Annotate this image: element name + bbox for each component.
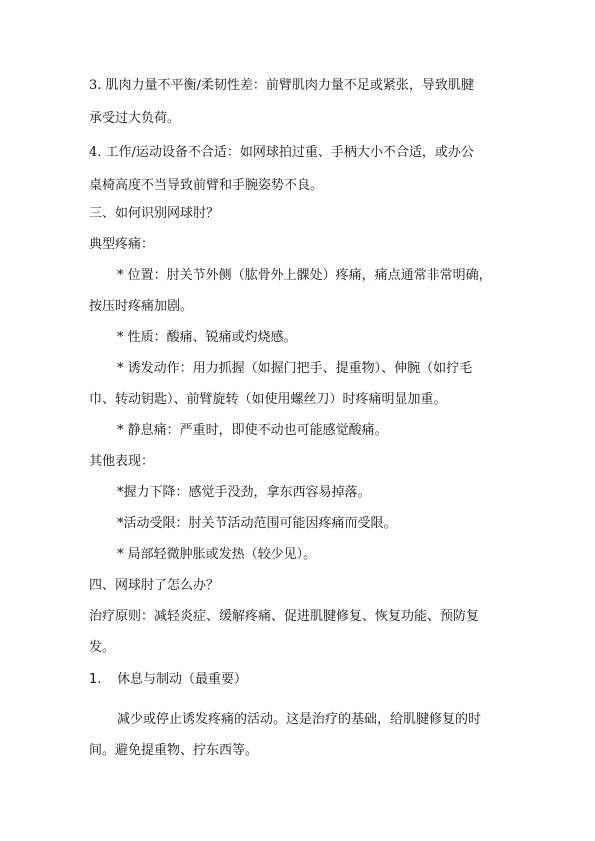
treatment-step-1-body-line-2: 间。避免提重物、拧东西等。 [89,743,259,758]
cause-item-4-line-1: 4. 工作/运动设备不合适：如网球拍过重、手柄大小不合适，或办公 [89,145,474,160]
motion-limited: *活动受限：肘关节活动范围可能因疼痛而受限。 [117,516,397,531]
treatment-step-1-body-line-1: 减少或停止诱发疼痛的活动。这是治疗的基础，给肌腱修复的时 [117,712,482,727]
cause-item-3-line-2: 承受过大负荷。 [89,111,181,126]
treatment-step-1-number: 1. [89,672,102,687]
treatment-step-1-title: 休息与制动（最重要） [117,672,248,687]
grip-weakness: *握力下降：感觉手没劲，拿东西容易掉落。 [117,485,371,500]
rest-pain: * 静息痛：严重时，即使不动也可能感觉酸痛。 [117,423,388,438]
cause-item-3-line-1: 3. 肌肉力量不平衡/柔韧性差：前臂肌肉力量不足或紧张，导致肌腱 [89,78,474,93]
treatment-principle-line-1: 治疗原则：减轻炎症、缓解疼痛、促进肌腱修复、恢复功能、预防复 [89,609,480,624]
pain-trigger-line-1: * 诱发动作：用力抓握（如握门把手、提重物）、伸腕（如拧毛 [117,361,473,376]
other-signs-label: 其他表现： [89,454,155,469]
pain-nature: * 性质：酸痛、锐痛或灼烧感。 [117,330,297,345]
treatment-principle-line-2: 发。 [89,640,116,655]
local-swelling: * 局部轻微肿胀或发热（较少见）。 [117,547,317,562]
pain-location-line-2: 按压时疼痛加剧。 [89,299,194,314]
pain-trigger-line-2: 巾、转动钥匙）、前臂旋转（如使用螺丝刀）时疼痛明显加重。 [89,392,447,407]
pain-location-line-1: * 位置：肘关节外侧（肱骨外上髁处）疼痛，痛点通常非常明确， [117,268,492,283]
typical-pain-label: 典型疼痛： [89,237,155,252]
cause-item-4-line-2: 桌椅高度不当导致前臂和手腕姿势不良。 [89,178,324,193]
section-heading-identify: 三、如何识别网球肘？ [89,206,220,221]
section-heading-treatment: 四、网球肘了怎么办？ [89,578,220,593]
